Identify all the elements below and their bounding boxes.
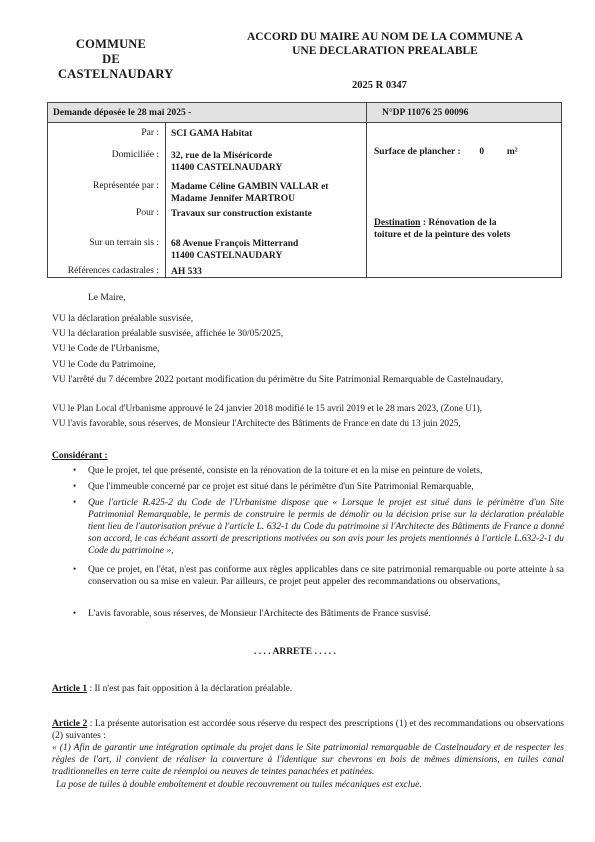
label-domicile: Domiciliée : (111, 150, 159, 160)
considerant-item: Que l'immeuble concerné par ce projet est situé dans le périmètre d'un Site Patrimonial Remarquable, (88, 482, 474, 492)
reference-number: 2025 R 0347 (352, 80, 407, 91)
article-1-title: Article 1 (52, 684, 88, 694)
article-2-title: Article 2 (52, 719, 88, 729)
bullet: • (73, 465, 77, 475)
commune-name (58, 37, 174, 82)
surface-unit: m² (506, 147, 518, 157)
label-par: Par : (141, 128, 159, 138)
value-domicile-line2: 11400 CASTELNAUDARY (171, 163, 283, 173)
destination-label: Destination (374, 218, 421, 228)
vu-item: VU le Code de l'Urbanisme, (52, 344, 160, 354)
label-cadastre: Références cadastrales : (67, 266, 159, 276)
value-pour: Travaux sur construction existante (171, 209, 312, 219)
considerant-item: L'avis favorable, sous réserves, de Monsieur l'Architecte des Bâtiments de France susvisé. (88, 609, 431, 619)
vu-item: VU l'avis favorable, sous réserves, de Monsieur l'Architecte des Bâtiments de France en date du 13 juin 2025, (52, 419, 461, 429)
value-terrain-line2: 11400 CASTELNAUDARY (171, 251, 283, 261)
document-title (205, 30, 565, 58)
arrete-heading: . . . . ARRETE . . . . . (254, 647, 336, 657)
destination-line2: toiture et de la peinture des volets (374, 230, 511, 240)
bullet: • (73, 608, 77, 618)
value-domicile-line1: 32, rue de la Miséricorde (171, 151, 273, 161)
considerant-item: Que l'article R.425-2 du Code de l'Urbanisme dispose que « Lorsque le projet est situé dans le périmètre d'un Site Patrimonial Remarquable, le permis de construire le permis de démolir ou la décision prise sur la déclaration préalable tient lieu de l'autorisation prévue à l'article L. 632-1 du Code du patrimoine si l'Architecte des Bâtiments de France a donné son accord, le cas échéant assorti de prescriptions motivées ou son avis pour les projets mentionnés à l'article L.632-2-1 du Code du patrimoine », (88, 498, 564, 556)
article-2 (52, 718, 564, 742)
maire-heading: Le Maire, (88, 293, 126, 303)
article-1-text: : Il n'est pas fait opposition à la déclaration préalable. (87, 684, 293, 694)
article-2-text: : La présente autorisation est accordée sous réserve du respect des prescriptions (1) et des recommandations ou observations (2) suivantes : (52, 719, 564, 741)
title-line: UNE DECLARATION PREALABLE (292, 45, 478, 57)
bullet: • (73, 564, 77, 574)
surface-label: Surface de plancher : (374, 147, 461, 157)
deposit-date: Demande déposée le 28 mai 2025 - (53, 108, 192, 118)
label-divider (165, 123, 166, 277)
value-representee-line1: Madame Céline GAMBIN VALLAR et (171, 182, 329, 192)
considerant-title: Considérant : (52, 451, 108, 461)
commune-line: CASTELNAUDARY (58, 67, 174, 81)
value-representee-line2: Madame Jennifer MARTROU (171, 194, 296, 204)
commune-line: DE (102, 52, 120, 66)
value-cadastre: AH 533 (171, 267, 202, 277)
box-divider (366, 103, 367, 277)
considerant-item: Que ce projet, en l'état, n'est pas conforme aux règles applicables dans ce site patrimonial remarquable ou porte atteinte à sa conservation ou sa mise en valeur. Par ailleurs, ce projet peut appeler des recommandations ou observations, (88, 565, 564, 587)
title-line: ACCORD DU MAIRE AU NOM DE LA COMMUNE A (247, 31, 523, 43)
article-2-exclusion: La pose de tuiles à double emboîtement et double recouvrement ou tuiles mécaniques est exclue. (56, 780, 422, 790)
value-par: SCI GAMA Habitat (171, 129, 253, 139)
considerant-item: Que le projet, tel que présenté, consiste en la rénovation de la toiture et en la mise en peinture de volets, (88, 466, 483, 476)
bullet: • (73, 497, 77, 507)
destination-line1: : Rénovation de la (422, 218, 497, 228)
value-terrain-line1: 68 Avenue François Mitterrand (171, 239, 299, 249)
label-pour: Pour : (136, 208, 159, 218)
vu-item: VU le Plan Local d'Urbanisme approuvé le 24 janvier 2018 modifié le 15 avril 2019 et le 28 mars 2023, (Zone U1), (52, 404, 482, 414)
destination (374, 217, 496, 229)
article-2-prescription: « (1) Afin de garantir une intégration optimale du projet dans le Site patrimonial remarquable de Castelnaudary et de respecter les règles de l'art, il convient de réaliser la couverture à l'identique sur chevrons en bois de mêmes dimensions, en tuiles canal traditionnelles en terre cuite de réemploi ou neuves de teintes panachées et patinées. (52, 743, 564, 777)
vu-item: VU l'arrêté du 7 décembre 2022 portant modification du périmètre du Site Patrimonial Remarquable de Castelnaudary, (52, 375, 504, 385)
vu-item: VU la déclaration préalable susvisée, (52, 314, 194, 324)
label-terrain: Sur un terrain sis : (89, 238, 159, 248)
label-representee: Représentée par : (93, 181, 159, 191)
bullet: • (73, 481, 77, 491)
surface-plancher (374, 146, 518, 158)
commune-line: COMMUNE (75, 37, 147, 51)
surface-value: 0 (479, 147, 485, 157)
article-1 (52, 683, 292, 695)
vu-item: VU la déclaration préalable susvisée, affichée le 30/05/2025, (52, 329, 284, 339)
dossier-number: N°DP 11076 25 00096 (382, 108, 469, 118)
vu-item: VU le Code du Patrimoine, (52, 360, 156, 370)
